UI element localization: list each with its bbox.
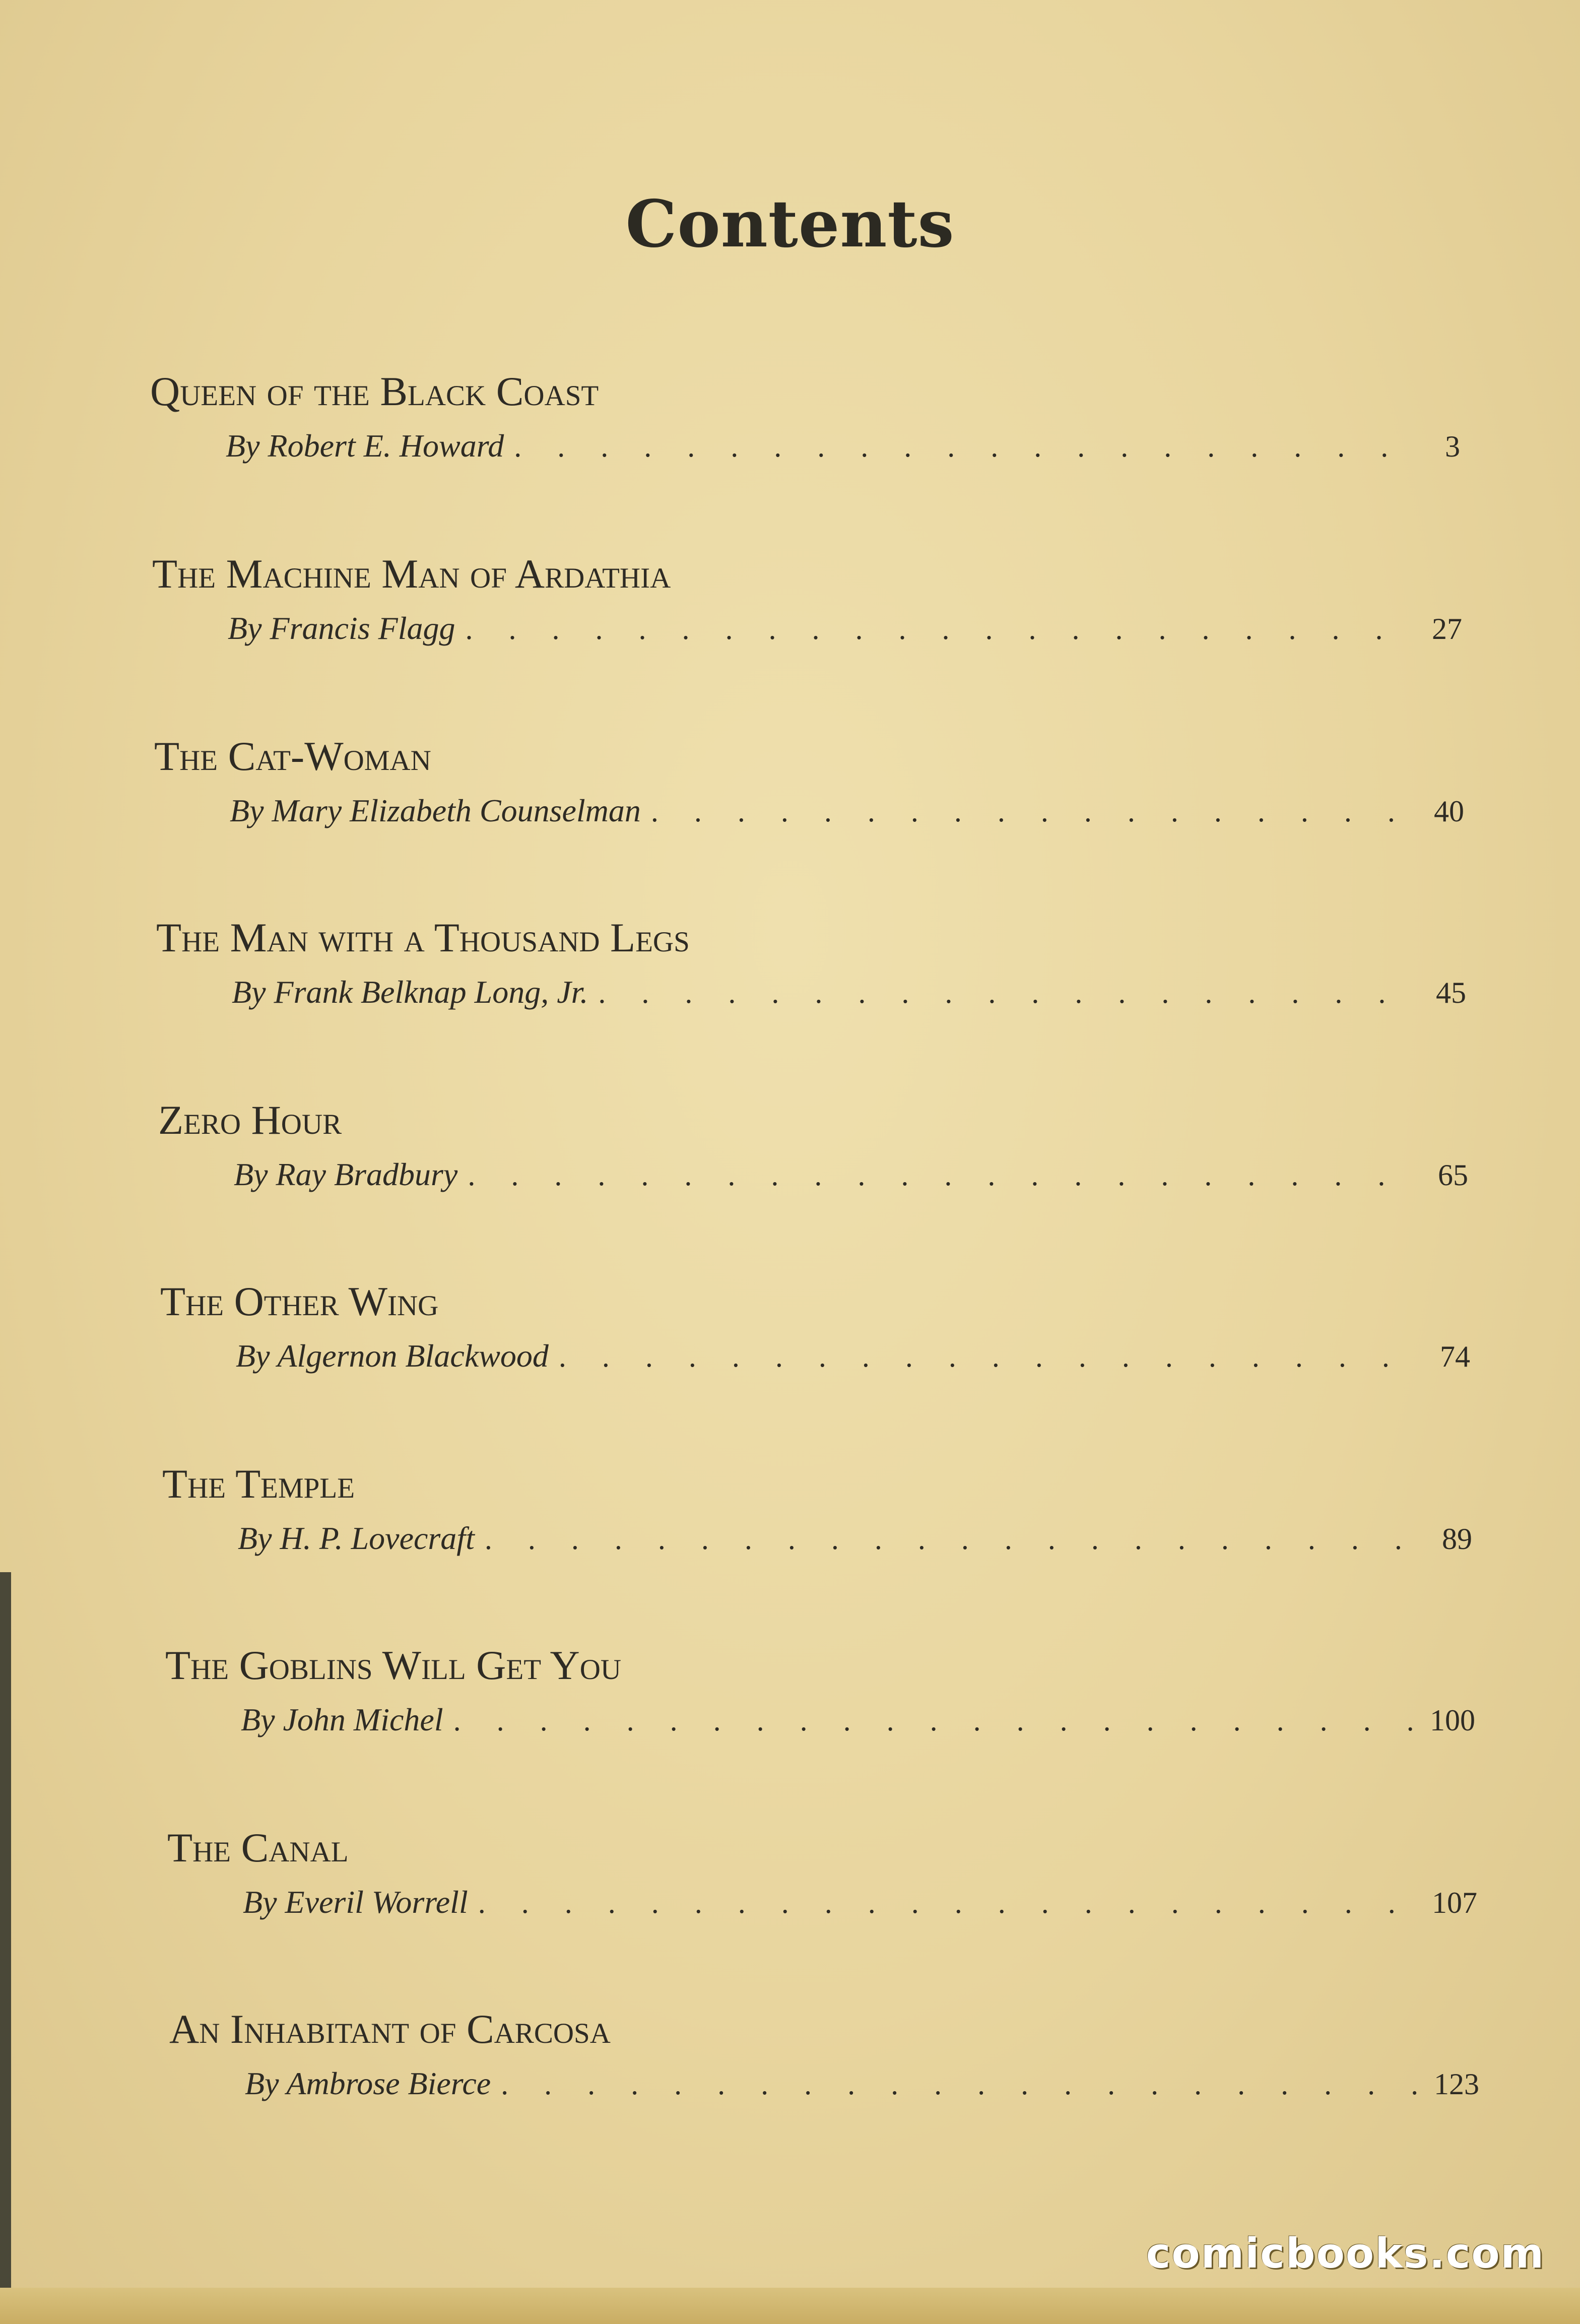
toc-entry (150, 368, 1460, 519)
toc-entry (165, 1642, 1475, 1793)
byline (243, 1884, 1477, 1929)
page-number: 3 (1445, 430, 1460, 463)
byline (234, 1156, 1468, 1201)
byline (230, 792, 1464, 837)
page-number: 123 (1434, 2068, 1479, 2101)
story-author: By Ray Bradbury (234, 1156, 458, 1192)
toc-entry (154, 733, 1464, 884)
dot-leader (468, 1158, 1408, 1193)
byline (236, 1337, 1470, 1383)
story-author: By Everil Worrell (243, 1884, 468, 1920)
story-title: The Canal (167, 1825, 349, 1870)
page-number: 107 (1432, 1886, 1477, 1919)
dot-leader (559, 1339, 1410, 1374)
page-number: 100 (1430, 1704, 1475, 1737)
dot-leader (465, 612, 1402, 647)
byline (238, 1520, 1472, 1565)
page-number: 65 (1438, 1158, 1468, 1192)
story-title: The Cat-Woman (154, 733, 431, 779)
story-author: By Ambrose Bierce (245, 2065, 491, 2101)
story-title: The Goblins Will Get You (165, 1642, 622, 1688)
story-title: Zero Hour (158, 1097, 342, 1143)
story-author: By John Michel (241, 1702, 443, 1737)
story-title: The Temple (162, 1461, 355, 1507)
toc-entry (152, 550, 1462, 701)
story-author: By Algernon Blackwood (236, 1338, 549, 1374)
toc-entry (169, 2006, 1479, 2157)
story-title: An Inhabitant of Carcosa (169, 2006, 611, 2052)
story-author: By Francis Flagg (228, 610, 455, 646)
page-number: 74 (1440, 1340, 1470, 1373)
story-author: By H. P. Lovecraft (238, 1520, 475, 1556)
toc-entry (160, 1278, 1470, 1429)
dot-leader (501, 2067, 1419, 2102)
page-edge-shadow (0, 1572, 11, 2324)
dot-leader (453, 1703, 1415, 1738)
story-title: The Other Wing (160, 1278, 439, 1324)
dot-leader (651, 794, 1404, 829)
byline (232, 974, 1466, 1019)
toc-entry (158, 1096, 1468, 1248)
story-title: Queen of the Black Coast (150, 368, 599, 414)
byline (241, 1701, 1475, 1747)
page-number: 27 (1432, 612, 1462, 645)
page-bottom-edge (0, 2288, 1580, 2324)
story-title: The Machine Man of Ardathia (152, 551, 671, 597)
dot-leader (485, 1522, 1412, 1557)
toc-entry (156, 914, 1466, 1065)
byline (226, 427, 1460, 473)
page-number: 45 (1436, 976, 1466, 1009)
page-title: Contents (625, 186, 955, 262)
dot-leader (514, 429, 1400, 464)
watermark: comicbooks.com (1146, 2230, 1545, 2278)
page-number: 89 (1442, 1522, 1472, 1556)
story-author: By Mary Elizabeth Counselman (230, 793, 641, 828)
dot-leader (478, 1886, 1417, 1920)
story-author: By Frank Belknap Long, Jr. (232, 974, 588, 1010)
story-title: The Man with a Thousand Legs (156, 915, 690, 960)
toc-entry (167, 1824, 1477, 1975)
byline (245, 2065, 1479, 2110)
story-author: By Robert E. Howard (226, 428, 504, 464)
byline (228, 610, 1462, 655)
toc-entry (162, 1460, 1472, 1611)
page-number: 40 (1434, 795, 1464, 828)
dot-leader (598, 976, 1406, 1010)
